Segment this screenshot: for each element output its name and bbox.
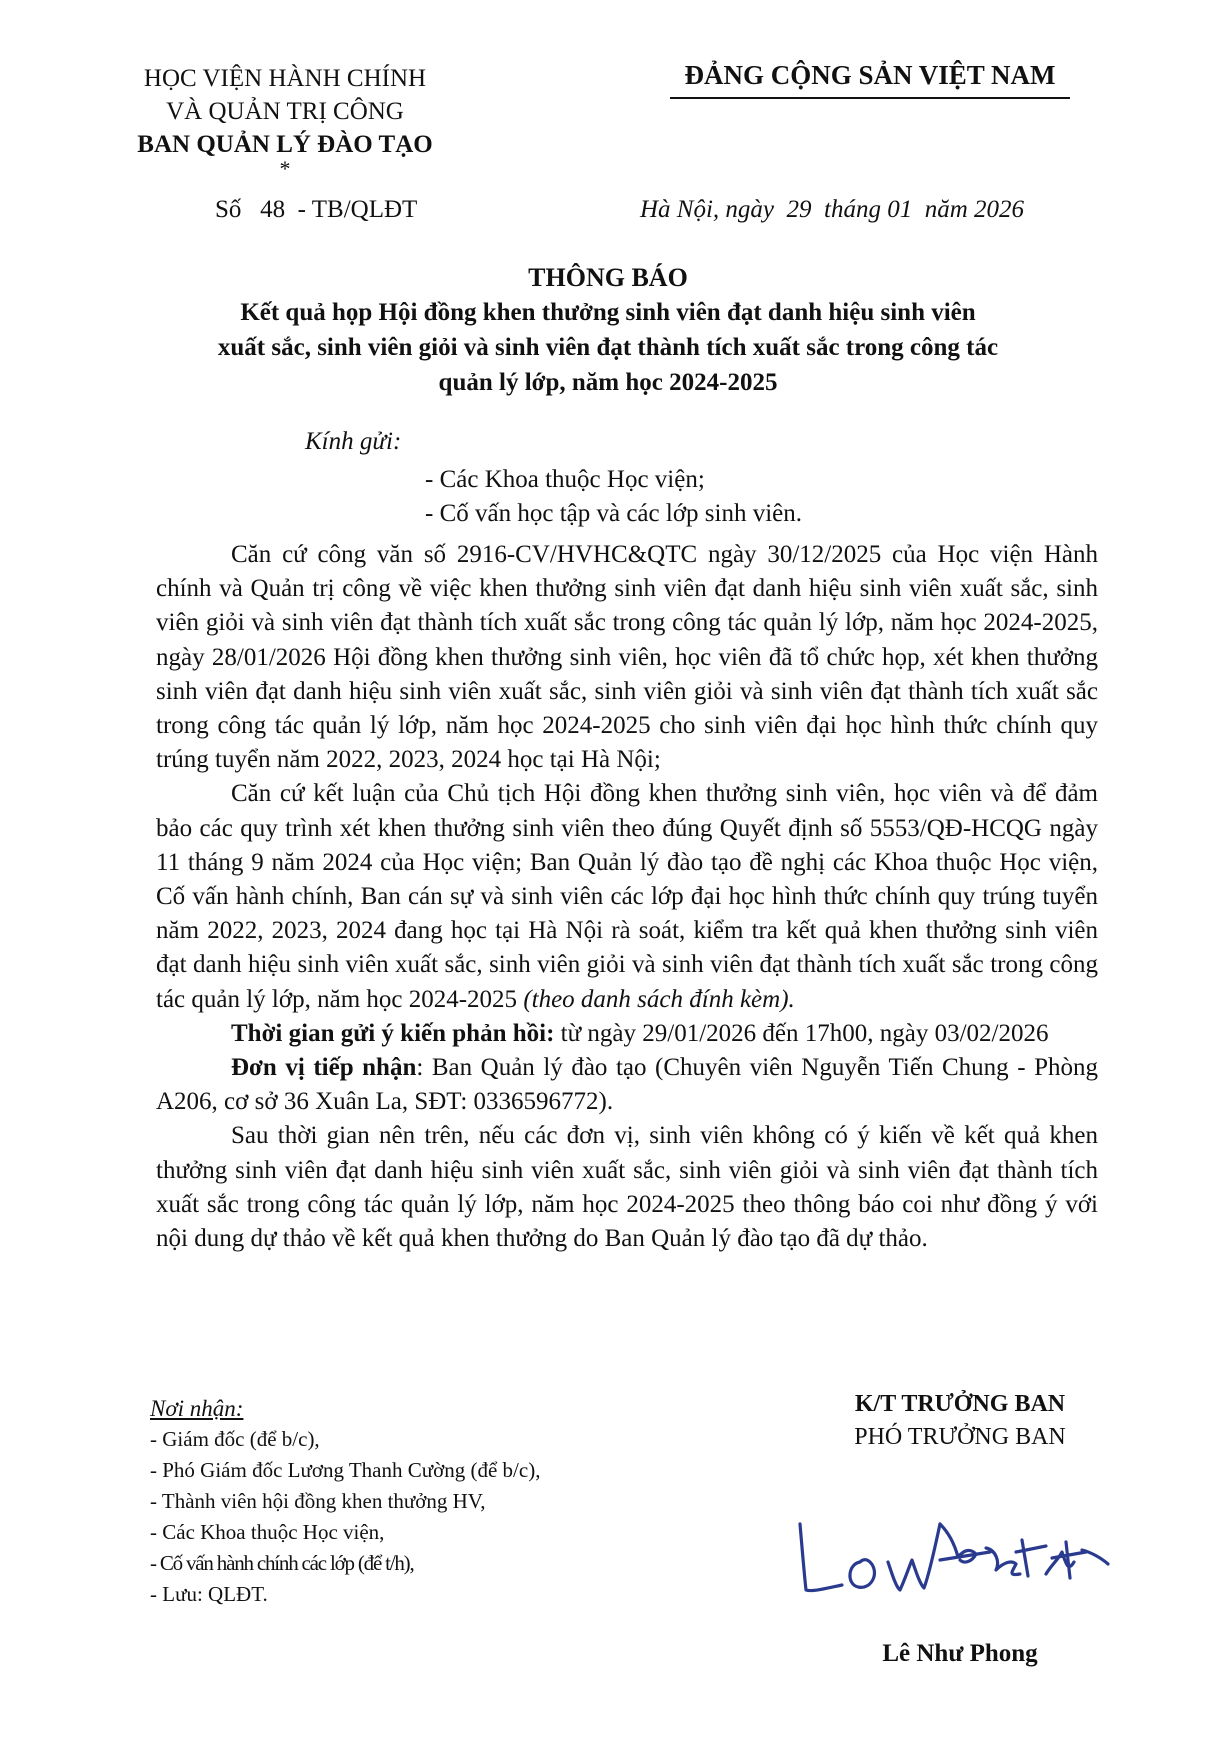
signature-stroke xyxy=(1046,1542,1086,1578)
party-header xyxy=(660,60,1080,99)
document-number: Số 48 - TB/QLĐT xyxy=(215,196,418,223)
title-heading: THÔNG BÁO xyxy=(528,263,688,292)
attachment-note: (theo danh sách đính kèm). xyxy=(523,985,795,1013)
document-title xyxy=(150,260,1066,400)
document-date: Hà Nội, ngày 29 tháng 01 năm 2026 xyxy=(640,196,1025,223)
distribution-item: - Phó Giám đốc Lương Thanh Cường (để b/c), xyxy=(150,1458,541,1482)
paragraph-2 xyxy=(156,777,1098,1016)
org-line-2: VÀ QUẢN TRỊ CÔNG xyxy=(166,98,404,125)
feedback-time-text: từ ngày 29/01/2026 đến 17h00, ngày 03/02/2026 xyxy=(554,1019,1049,1047)
signature-stroke xyxy=(1082,1550,1108,1564)
org-department: BAN QUẢN LÝ ĐÀO TẠO xyxy=(137,131,433,158)
signature-stroke xyxy=(1016,1540,1046,1576)
receiving-unit-text: : Ban Quản lý đào tạo (Chuyên viên Nguyễn Tiến Chung - Phòng A206, cơ sở 36 Xuân La, SĐT: 0336596772). xyxy=(156,1054,1098,1116)
signer-title: PHÓ TRƯỞNG BAN xyxy=(854,1424,1066,1450)
title-line-3: quản lý lớp, năm học 2024-2025 xyxy=(438,369,778,396)
recipients-label: Kính gửi: xyxy=(305,428,402,455)
star-separator: * xyxy=(279,156,291,181)
signature-stroke xyxy=(888,1524,940,1590)
signature-stroke xyxy=(800,1524,842,1591)
distribution-item: - Thành viên hội đồng khen thưởng HV, xyxy=(150,1489,486,1513)
distribution-item: - Các Khoa thuộc Học viện, xyxy=(150,1520,385,1544)
distribution-label: Nơi nhận: xyxy=(150,1396,244,1421)
feedback-time-label: Thời gian gửi ý kiến phản hồi: xyxy=(231,1019,555,1047)
paragraph-3 xyxy=(156,1017,1098,1051)
issuing-organization xyxy=(120,62,450,181)
paragraph-2-text: Căn cứ kết luận của Chủ tịch Hội đồng khen thưởng sinh viên, học viên và để đảm bảo các quy trình xét khen thưởng sinh viên theo đúng Quyết định số 5553/QĐ-HCQG ngày 11 tháng 9 năm 2024 của Học viện; Ban Quản lý đào tạo đề nghị các Khoa thuộc Học viện, Cố vấn hành chính, Ban cán sự và sinh viên các lớp đại học hình thức chính quy trúng tuyển năm 2022, 2023, 2024 đang học tại Hà Nội rà soát, kiểm tra kết quả khen thưởng sinh viên đạt danh hiệu sinh viên xuất sắc, sinh viên giỏi và sinh viên đạt thành tích xuất sắc trong công tác quản lý lớp, năm học 2024-2025 xyxy=(156,780,1098,1013)
paragraph-4 xyxy=(156,1051,1098,1119)
org-line-1: HỌC VIỆN HÀNH CHÍNH xyxy=(143,65,427,92)
signature-strokes xyxy=(800,1524,1108,1591)
distribution-item: - Giám đốc (để b/c), xyxy=(150,1427,320,1451)
receiving-unit-label: Đơn vị tiếp nhận xyxy=(231,1054,417,1082)
recipient-item: - Các Khoa thuộc Học viện; xyxy=(425,466,705,493)
document-body xyxy=(156,538,1098,1256)
signer-authority: K/T TRƯỞNG BAN xyxy=(854,1391,1066,1417)
paragraph-1: Căn cứ công văn số 2916-CV/HVHC&QTC ngày 30/12/2025 của Học viện Hành chính và Quản trị công về việc khen thưởng sinh viên đạt danh hiệu sinh viên xuất sắc, sinh viên giỏi và sinh viên đạt thành tích xuất sắc trong công tác quản lý lớp, năm học 2024-2025, ngày 28/01/2026 Hội đồng khen thưởng sinh viên, học viên đã tổ chức họp, xét khen thưởng sinh viên đạt danh hiệu sinh viên xuất sắc, sinh viên giỏi và sinh viên đạt thành tích xuất sắc trong công tác quản lý lớp, năm học 2024-2025 cho sinh viên đại học hình thức chính quy trúng tuyển năm 2022, 2023, 2024 học tại Hà Nội; xyxy=(156,541,1098,774)
title-line-2: xuất sắc, sinh viên giỏi và sinh viên đạt thành tích xuất sắc trong công tác xyxy=(217,334,999,361)
distribution-item: - Cố vấn hành chính các lớp (để t/h), xyxy=(150,1551,414,1575)
signer-name: Lê Như Phong xyxy=(882,1640,1038,1667)
handwritten-signature xyxy=(790,1502,1120,1612)
distribution-item: - Lưu: QLĐT. xyxy=(150,1582,268,1606)
recipient-item: - Cố vấn học tập và các lớp sinh viên. xyxy=(425,500,803,527)
distribution-list xyxy=(150,1393,540,1610)
paragraph-5: Sau thời gian nên trên, nếu các đơn vị, sinh viên không có ý kiến về kết quả khen thưởng sinh viên đạt danh hiệu sinh viên xuất sắc, sinh viên giỏi và sinh viên đạt thành tích xuất sắc trong công tác quản lý lớp, năm học 2024-2025 theo thông báo coi như đồng ý với nội dung dự thảo về kết quả khen thưởng do Ban Quản lý đào tạo đã dự thảo. xyxy=(156,1122,1098,1253)
party-underline xyxy=(670,97,1070,99)
signature-stroke xyxy=(940,1552,990,1560)
party-name: ĐẢNG CỘNG SẢN VIỆT NAM xyxy=(684,60,1056,90)
signature-stroke xyxy=(850,1560,875,1588)
title-line-1: Kết quả họp Hội đồng khen thưởng sinh viên đạt danh hiệu sinh viên xyxy=(240,299,976,326)
signature-block xyxy=(800,1388,1120,1454)
